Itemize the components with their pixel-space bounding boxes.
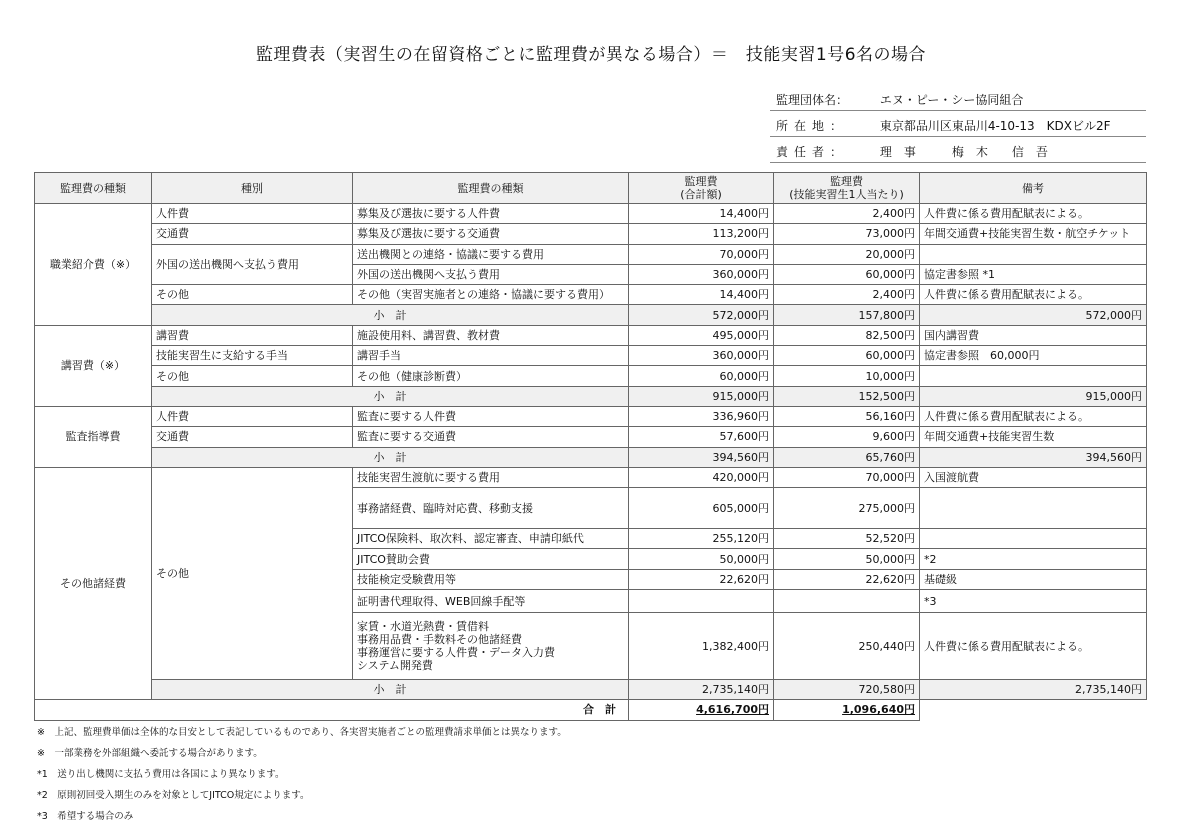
org-divider — [770, 110, 1146, 111]
note-cell: 基礎級 — [920, 569, 1147, 589]
category-cell: 職業紹介費（※） — [35, 204, 152, 326]
per-cell — [774, 590, 920, 613]
item-cell: その他（実習実施者との連絡・協議に要する費用） — [353, 285, 629, 305]
footnote: *1 送り出し機関に支払う費用は各国により異なります。 — [37, 769, 285, 780]
header-item: 監理費の種類 — [353, 173, 629, 204]
note-cell: 年間交通費+技能実習生数・航空チケット — [920, 224, 1147, 244]
subtotal-label: 小 計 — [152, 305, 629, 325]
type-cell: その他 — [152, 467, 353, 679]
total-cell: 360,000円 — [629, 264, 774, 284]
subtotal-per: 65,760円 — [774, 447, 920, 467]
per-cell: 60,000円 — [774, 346, 920, 366]
per-cell: 22,620円 — [774, 569, 920, 589]
item-cell: 技能実習生渡航に要する費用 — [353, 467, 629, 487]
type-cell: 外国の送出機関へ支払う費用 — [152, 244, 353, 285]
per-cell: 9,600円 — [774, 427, 920, 447]
note-cell: 人件費に係る費用配賦表による。 — [920, 406, 1147, 426]
subtotal-note: 572,000円 — [920, 305, 1147, 325]
org-name-label: 監理団体名： — [776, 93, 849, 107]
subtotal-per: 720,580円 — [774, 680, 920, 700]
table-header-row — [35, 173, 1147, 204]
per-cell: 275,000円 — [774, 488, 920, 529]
grand-total-label: 合 計 — [35, 700, 629, 720]
total-cell: 420,000円 — [629, 467, 774, 487]
per-cell: 10,000円 — [774, 366, 920, 386]
item-cell: 技能検定受験費用等 — [353, 569, 629, 589]
per-cell: 20,000円 — [774, 244, 920, 264]
header-per-sub: (技能実習生1人当たり) — [789, 188, 904, 201]
note-cell: 協定書参照 60,000円 — [920, 346, 1147, 366]
type-cell: その他 — [152, 285, 353, 305]
footnote: *2 原則初回受入期生のみを対象としてJITCO規定によります。 — [37, 790, 310, 801]
total-cell: 605,000円 — [629, 488, 774, 529]
total-cell: 14,400円 — [629, 204, 774, 224]
note-cell: 国内講習費 — [920, 325, 1147, 345]
subtotal-total: 572,000円 — [629, 305, 774, 325]
per-cell: 250,440円 — [774, 613, 920, 680]
per-cell: 73,000円 — [774, 224, 920, 244]
note-cell — [920, 529, 1147, 549]
header-per — [774, 173, 920, 204]
table-row — [35, 406, 1147, 426]
per-cell: 60,000円 — [774, 264, 920, 284]
subtotal-row — [35, 305, 1147, 325]
footnote: *3 希望する場合のみ — [37, 811, 134, 822]
total-cell: 70,000円 — [629, 244, 774, 264]
total-cell: 14,400円 — [629, 285, 774, 305]
org-person-line — [776, 143, 1048, 160]
header-note: 備考 — [920, 173, 1147, 204]
subtotal-row — [35, 386, 1147, 406]
subtotal-per: 157,800円 — [774, 305, 920, 325]
note-cell — [920, 488, 1147, 529]
page-title: 監理費表（実習生の在留資格ごとに監理費が異なる場合）＝ 技能実習1号6名の場合 — [255, 45, 927, 65]
note-cell: *3 — [920, 590, 1147, 613]
total-cell: 255,120円 — [629, 529, 774, 549]
table-row — [35, 224, 1147, 244]
header-total-sub: (合計額) — [680, 188, 722, 201]
type-cell: 交通費 — [152, 224, 353, 244]
total-cell — [629, 590, 774, 613]
subtotal-total: 2,735,140円 — [629, 680, 774, 700]
total-cell: 1,382,400円 — [629, 613, 774, 680]
note-cell: 入国渡航費 — [920, 467, 1147, 487]
item-cell: 監査に要する交通費 — [353, 427, 629, 447]
category-cell: 講習費（※） — [35, 325, 152, 406]
note-cell — [920, 244, 1147, 264]
type-cell: 交通費 — [152, 427, 353, 447]
per-cell: 52,520円 — [774, 529, 920, 549]
table-row — [35, 467, 1147, 487]
total-cell: 57,600円 — [629, 427, 774, 447]
total-cell: 22,620円 — [629, 569, 774, 589]
type-cell: 人件費 — [152, 406, 353, 426]
per-cell: 82,500円 — [774, 325, 920, 345]
org-name-value: エヌ・ピー・シー協同組合 — [879, 93, 1024, 107]
type-cell: 講習費 — [152, 325, 353, 345]
grand-total-per: 1,096,640円 — [774, 700, 920, 720]
item-cell: 送出機関との連絡・協議に要する費用 — [353, 244, 629, 264]
type-cell: 技能実習生に支給する手当 — [152, 346, 353, 366]
table-row — [35, 427, 1147, 447]
note-cell: 人件費に係る費用配賦表による。 — [920, 613, 1147, 680]
per-cell: 50,000円 — [774, 549, 920, 569]
header-total-label: 監理費 — [684, 175, 718, 188]
subtotal-label: 小 計 — [152, 386, 629, 406]
org-address-label: 所在地： — [776, 119, 849, 133]
org-divider — [770, 136, 1146, 137]
subtotal-label: 小 計 — [152, 680, 629, 700]
item-cell: JITCO保険料、取次料、認定審査、申請印紙代 — [353, 529, 629, 549]
grand-total-total: 4,616,700円 — [629, 700, 774, 720]
note-cell: 人件費に係る費用配賦表による。 — [920, 204, 1147, 224]
org-name-line — [776, 91, 1023, 108]
total-cell: 360,000円 — [629, 346, 774, 366]
table-row — [35, 244, 1147, 264]
header-total — [629, 173, 774, 204]
item-line: 家賃・水道光熱費・賃借料 — [357, 620, 489, 634]
subtotal-note: 915,000円 — [920, 386, 1147, 406]
item-cell: 監査に要する人件費 — [353, 406, 629, 426]
table-row — [35, 204, 1147, 224]
subtotal-per: 152,500円 — [774, 386, 920, 406]
header-category: 監理費の種類 — [35, 173, 152, 204]
item-cell-multiline — [353, 613, 629, 680]
item-cell: 外国の送出機関へ支払う費用 — [353, 264, 629, 284]
item-cell: その他（健康診断費） — [353, 366, 629, 386]
item-cell: 講習手当 — [353, 346, 629, 366]
type-cell: その他 — [152, 366, 353, 386]
item-cell: 証明書代理取得、WEB回線手配等 — [353, 590, 629, 613]
item-cell: JITCO賛助会費 — [353, 549, 629, 569]
item-line: 事務運営に要する人件費・データ入力費 — [357, 646, 555, 660]
total-cell: 113,200円 — [629, 224, 774, 244]
item-cell: 募集及び選抜に要する交通費 — [353, 224, 629, 244]
total-cell: 495,000円 — [629, 325, 774, 345]
subtotal-row — [35, 680, 1147, 700]
per-cell: 2,400円 — [774, 285, 920, 305]
org-person-label: 責任者： — [776, 145, 849, 159]
item-line: システム開発費 — [357, 659, 433, 673]
table-row — [35, 325, 1147, 345]
subtotal-label: 小 計 — [152, 447, 629, 467]
org-person-value: 理 事 梅 木 信 吾 — [879, 145, 1048, 159]
table-row — [35, 285, 1147, 305]
org-divider — [770, 162, 1146, 163]
total-cell: 336,960円 — [629, 406, 774, 426]
note-cell: *2 — [920, 549, 1147, 569]
total-cell: 50,000円 — [629, 549, 774, 569]
subtotal-total: 915,000円 — [629, 386, 774, 406]
note-cell: 年間交通費+技能実習生数 — [920, 427, 1147, 447]
fee-table — [34, 172, 1147, 721]
category-cell: その他諸経費 — [35, 467, 152, 699]
subtotal-note: 2,735,140円 — [920, 680, 1147, 700]
category-cell: 監査指導費 — [35, 406, 152, 467]
org-address-line — [776, 117, 1111, 134]
table-row — [35, 366, 1147, 386]
grand-total-row — [35, 700, 1147, 720]
subtotal-row — [35, 447, 1147, 467]
note-cell: 人件費に係る費用配賦表による。 — [920, 285, 1147, 305]
per-cell: 56,160円 — [774, 406, 920, 426]
item-cell: 施設使用料、講習費、教材費 — [353, 325, 629, 345]
note-cell — [920, 366, 1147, 386]
footnote: ※ 一部業務を外部組織へ委託する場合があります。 — [37, 748, 263, 759]
subtotal-note: 394,560円 — [920, 447, 1147, 467]
per-cell: 2,400円 — [774, 204, 920, 224]
note-cell: 協定書参照 *1 — [920, 264, 1147, 284]
footnote: ※ 上記、監理費単価は全体的な目安として表記しているものであり、各実習実施者ごとの監理費請求単価とは異なります。 — [37, 727, 567, 738]
item-cell: 事務諸経費、臨時対応費、移動支援 — [353, 488, 629, 529]
header-type: 種別 — [152, 173, 353, 204]
per-cell: 70,000円 — [774, 467, 920, 487]
grand-total-empty — [920, 700, 1147, 720]
item-line: 事務用品費・手数料その他諸経費 — [357, 633, 522, 647]
type-cell: 人件費 — [152, 204, 353, 224]
table-row — [35, 346, 1147, 366]
item-cell: 募集及び選抜に要する人件費 — [353, 204, 629, 224]
total-cell: 60,000円 — [629, 366, 774, 386]
subtotal-total: 394,560円 — [629, 447, 774, 467]
header-per-label: 監理費 — [830, 175, 863, 188]
org-address-value: 東京都品川区東品川4-10-13 KDXビル2F — [879, 119, 1111, 133]
